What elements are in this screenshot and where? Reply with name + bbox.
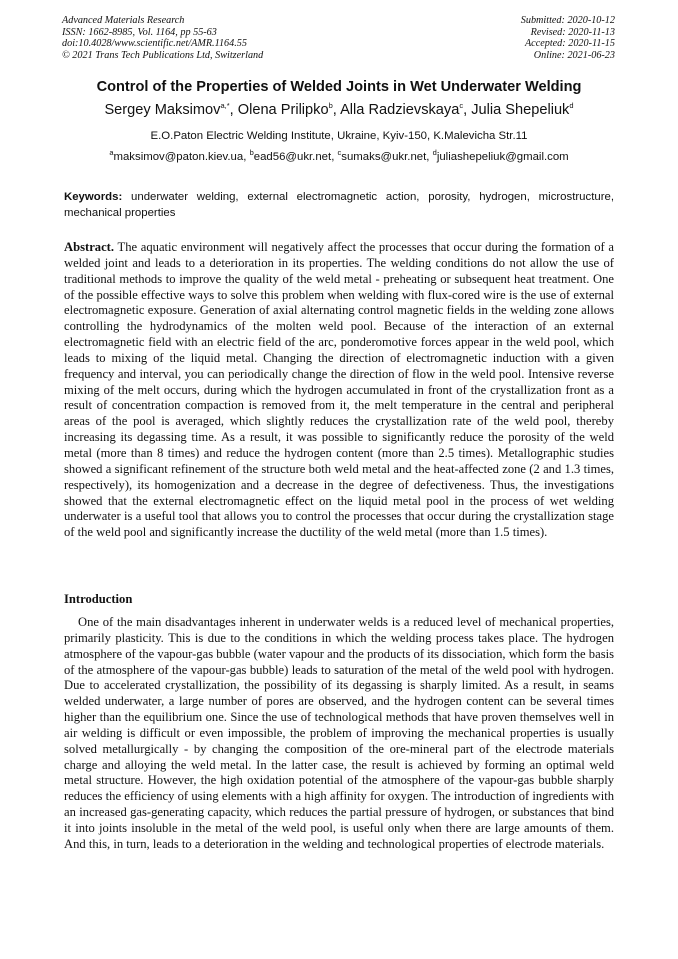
abstract-text: The aquatic environment will negatively affect the processes that occur during the formation of a welded joint and leads to a deterioration in its properties. The welding conditions do not allow the use of traditional methods to improve the quality of the weld metal - preheating or subsequent heat treatment. One of the possible effective ways to solve this problem when welding with flux-cored wire is the use of external electromagnetic exposure. Generation of axial alternating control magnetic fields in the welding zone allows controlling the hydrodynamics of the molten weld pool. Because of the interaction of an external electromagnetic field with an electric field of the arc, ponderomotive forces appear in the weld pool, which leads to mixing of the liquid metal. Changing the direction of electromagnetic induction with a given frequency and interval, you can periodically change the direction of flow in the weld pool. Intensive reverse mixing of the melt occurs, during which the hydrogen accumulated in front of the crystallization front as a result of concentration compaction is removed from it, the melt temperature in the central and peripheral areas of the pool is averaged, which slightly reduces the crystallization rate of the weld pool, thereby increasing its degassing time. As a result, it was possible to significantly reduce the porosity of the weld metal (more than 8 times) and reduce the hydrogen content (more than 2.5 times). Metallographic studies showed a significant refinement of the structure both weld metal and the heat-affected zone (2 and 1.3 times, respectively), its homogenization and a decrease in the degree of defectiveness. Thus, the investigations showed that the external electromagnetic effect on the liquid metal pool in the process of wet welding underwater is a useful tool that allows you to control the processes that occur during the crystallization stage of the weld pool and significantly increase the ductility of the weld metal (more than 1.5 times).: [64, 240, 614, 540]
copyright: © 2021 Trans Tech Publications Ltd, Switzerland: [62, 49, 264, 61]
author-name: Olena Prilipko: [237, 102, 329, 118]
introduction-heading: Introduction: [64, 592, 133, 606]
introduction-text: One of the main disadvantages inherent in underwater welds is a reduced level of mechanical properties, primarily plasticity. This is due to the conditions in which the welding process takes place. The hydrogen atmosphere of the vapour-gas bubble (water vapour and the products of its dissociation, which form the basis of the atmosphere of the vapour-gas bubble) leads to saturation of the metal of the weld pool with hydrogen. Due to accelerated crystallization, the possibility of its degassing is sharply limited. As a result, in seams welded underwater, a large number of pores are observed, and the hydrogen content can be several times higher than the equilibrium one. Since the use of technological methods that have proven themselves well in air welding is difficult or even impossible, the problem of improving the mechanical properties is usually solved metallurgically - by changing the composition of the ore-mineral part of the electrode materials charge and alloying the weld metal. In the latter case, the result is achieved by forming an optimal weld metal structure. However, the high oxidation potential of the atmosphere of the vapour-gas bubble sharply reduces the efficiency of using elements with a high affinity for oxygen. The introduction of ingredients with an increased gas-generating capacity, which reduces the partial pressure of hydrogen, or substances that bind it into joints insoluble in the metal of the weld pool, is useful only when there are large amounts of them. And this, in turn, leads to a deterioration in the welding and technological properties of electrode materials.: [64, 615, 614, 851]
email-separator: ,: [426, 151, 433, 163]
author-separator: ,: [463, 102, 472, 118]
email-separator: ,: [243, 151, 250, 163]
keywords-label: Keywords:: [64, 191, 123, 203]
author-affiliation-mark: c: [459, 101, 464, 111]
issn-volume: ISSN: 1662-8985, Vol. 1164, pp 55-63: [62, 26, 217, 38]
affiliation: E.O.Paton Electric Welding Institute, Ukraine, Kyiv-150, K.Malevicha Str.11: [150, 130, 528, 142]
email-link[interactable]: sumaks@ukr.net: [341, 151, 427, 163]
email-separator: ,: [331, 151, 338, 163]
email-mark: a: [109, 148, 114, 158]
author-affiliation-mark: b: [328, 101, 333, 111]
keywords-text: underwater welding, external electromagnetic action, porosity, hydrogen, microstructure, mechanical properties: [64, 191, 614, 219]
author-name: Sergey Maksimov: [104, 102, 221, 118]
author-emails: [0, 148, 678, 163]
journal-header: [62, 15, 263, 61]
journal-name: Advanced Materials Research: [62, 15, 185, 26]
email-link[interactable]: ead56@ukr.net: [253, 151, 332, 163]
email-mark: c: [337, 148, 342, 158]
dates-header: [521, 15, 615, 61]
email-mark: d: [432, 148, 437, 158]
email-mark: b: [249, 148, 254, 158]
abstract-label: Abstract.: [64, 240, 115, 254]
paper-title: Control of the Properties of Welded Joints in Wet Underwater Welding: [96, 79, 582, 95]
author-name: Alla Radzievskaya: [340, 102, 460, 118]
author-affiliation-mark: d: [569, 101, 574, 111]
accepted-date: Accepted: 2020-11-15: [524, 38, 615, 50]
keywords: [64, 189, 614, 221]
author-separator: ,: [332, 102, 341, 118]
author-affiliation-mark: a,*: [220, 101, 230, 111]
author-name: Julia Shepeliuk: [471, 102, 570, 118]
online-date: Online: 2021-06-23: [533, 49, 615, 61]
doi-link[interactable]: doi:10.4028/www.scientific.net/AMR.1164.55: [62, 38, 247, 50]
submitted-date: Submitted: 2020-10-12: [520, 15, 615, 26]
author-separator: ,: [229, 102, 238, 118]
email-link[interactable]: juliashepeliuk@gmail.com: [436, 151, 569, 163]
abstract: [64, 240, 614, 541]
revised-date: Revised: 2020-11-13: [530, 26, 615, 38]
email-link[interactable]: maksimov@paton.kiev.ua: [113, 151, 244, 163]
author-list: [0, 102, 678, 118]
